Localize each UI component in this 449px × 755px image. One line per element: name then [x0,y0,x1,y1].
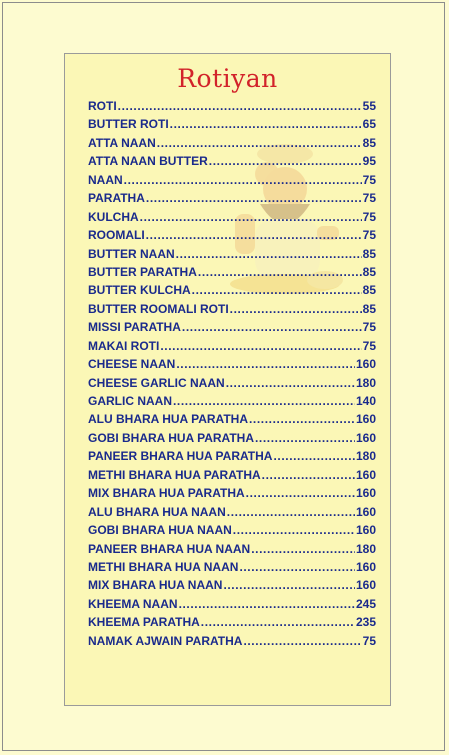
item-name: GOBI BHARA HUA NAAN [88,523,232,538]
menu-item [88,578,376,596]
item-price: 160 [355,504,376,519]
leader-dots [223,578,355,592]
menu-item [88,302,376,320]
leader-dots [173,394,355,408]
item-name: BUTTER NAAN [88,246,175,261]
page-frame [2,2,445,751]
leader-dots [227,505,355,519]
menu-item [88,634,376,652]
leader-dots [273,449,355,463]
leader-dots [160,339,361,353]
item-name: BUTTER PARATHA [88,264,197,279]
item-name: KHEEMA NAAN [88,596,178,611]
menu-item [88,173,376,191]
leader-dots [182,320,362,334]
leader-dots [140,210,362,224]
menu-item [88,431,376,449]
leader-dots [179,597,355,611]
menu-title: Rotiyan [177,64,278,93]
item-name: ALU BHARA HUA NAAN [88,504,226,519]
item-price: 160 [355,578,376,593]
item-name: BUTTER ROTI [88,117,169,132]
menu-item [88,247,376,265]
item-price: 75 [362,338,376,353]
leader-dots [246,486,355,500]
leader-dots [118,99,362,113]
item-price: 85 [362,246,376,261]
item-name: BUTTER KULCHA [88,283,191,298]
item-price: 75 [362,633,376,648]
item-price: 180 [355,375,376,390]
item-name: CHEESE NAAN [88,357,176,372]
leader-dots [157,136,362,150]
leader-dots [176,357,355,371]
menu-list [88,99,376,652]
item-name: ALU BHARA HUA PARATHA [88,412,248,427]
item-name: NAAN [88,172,123,187]
leader-dots [230,302,362,316]
leader-dots [124,173,362,187]
leader-dots [198,265,362,279]
item-name: GOBI BHARA HUA PARATHA [88,430,254,445]
menu-item [88,615,376,633]
menu-item [88,339,376,357]
leader-dots [243,634,361,648]
item-name: ROTI [88,99,117,113]
item-price: 85 [362,283,376,298]
menu-item [88,320,376,338]
menu-item [88,505,376,523]
leader-dots [201,615,355,629]
menu-item [88,136,376,154]
item-name: MISSI PARATHA [88,320,181,335]
leader-dots [176,247,362,261]
item-name: METHI BHARA HUA NAAN [88,559,239,574]
item-price: 85 [362,301,376,316]
item-price: 180 [355,449,376,464]
item-name: ATTA NAAN BUTTER [88,154,208,169]
item-name: NAMAK AJWAIN PARATHA [88,633,243,648]
item-price: 85 [362,135,376,150]
item-price: 95 [362,154,376,169]
item-price: 160 [355,467,376,482]
item-name: MIX BHARA HUA NAAN [88,578,223,593]
item-price: 55 [362,99,376,113]
menu-item [88,154,376,172]
item-name: PARATHA [88,191,145,206]
leader-dots [146,228,362,242]
leader-dots [146,191,362,205]
menu-item [88,560,376,578]
item-name: METHI BHARA HUA PARATHA [88,467,261,482]
item-price: 180 [355,541,376,556]
item-price: 75 [362,320,376,335]
menu-item [88,283,376,301]
item-price: 75 [362,209,376,224]
leader-dots [249,412,355,426]
item-name: MIX BHARA HUA PARATHA [88,486,245,501]
menu-item [88,117,376,135]
item-price: 85 [362,264,376,279]
item-price: 160 [355,357,376,372]
item-price: 160 [355,486,376,501]
menu-item [88,412,376,430]
item-price: 160 [355,430,376,445]
menu-item [88,449,376,467]
menu-item [88,357,376,375]
leader-dots [233,523,355,537]
item-name: PANEER BHARA HUA PARATHA [88,449,273,464]
menu-item [88,468,376,486]
item-name: BUTTER ROOMALI ROTI [88,301,229,316]
menu-item [88,523,376,541]
item-price: 245 [355,596,376,611]
menu-item [88,265,376,283]
leader-dots [192,283,362,297]
leader-dots [226,376,355,390]
item-price: 160 [355,523,376,538]
item-price: 160 [355,559,376,574]
menu-item [88,542,376,560]
item-name: CHEESE GARLIC NAAN [88,375,225,390]
item-price: 75 [362,191,376,206]
item-price: 75 [362,228,376,243]
menu-item [88,394,376,412]
leader-dots [209,154,362,168]
leader-dots [239,560,355,574]
item-name: ROOMALI [88,228,145,243]
item-name: KULCHA [88,209,139,224]
menu-item [88,228,376,246]
menu-card [64,53,391,706]
leader-dots [251,542,355,556]
item-name: ATTA NAAN [88,135,156,150]
item-name: GARLIC NAAN [88,394,172,408]
item-name: PANEER BHARA HUA NAAN [88,541,251,556]
leader-dots [262,468,355,482]
menu-item [88,191,376,209]
item-name: MAKAI ROTI [88,338,160,353]
item-price: 160 [355,412,376,427]
menu-item [88,376,376,394]
item-price: 140 [355,394,376,408]
item-price: 65 [362,117,376,132]
menu-item [88,99,376,117]
menu-item [88,210,376,228]
item-price: 75 [362,172,376,187]
leader-dots [255,431,355,445]
menu-item [88,597,376,615]
leader-dots [170,117,362,131]
menu-item [88,486,376,504]
item-price: 235 [355,615,376,630]
item-name: KHEEMA PARATHA [88,615,200,630]
